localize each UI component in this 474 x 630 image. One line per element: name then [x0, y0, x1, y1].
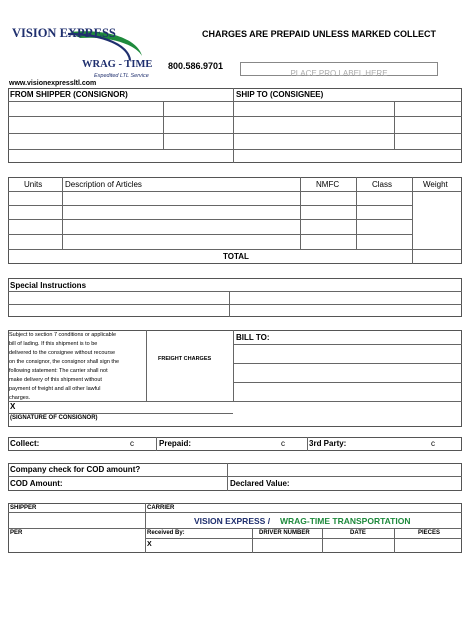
carrier-name-a: VISION EXPRESS / — [194, 516, 271, 526]
prepaid-notice: CHARGES ARE PREPAID UNLESS MARKED COLLECT — [202, 29, 437, 39]
phone-number: 800.586.9701 — [168, 61, 224, 71]
logo-tagline: Expedited LTL Service — [94, 73, 149, 79]
total-label: TOTAL — [223, 252, 249, 261]
col-weight: Weight — [423, 180, 448, 189]
company-check-label: Company check for COD amount? — [10, 465, 141, 474]
shipper-footer-label: SHIPPER — [10, 505, 37, 511]
signature-x: X — [10, 402, 16, 411]
third-party-checkbox[interactable]: c — [431, 439, 435, 448]
freight-charges-label: FREIGHT CHARGES — [158, 356, 212, 362]
signature-label: (SIGNATURE OF CONSIGNOR) — [10, 415, 98, 421]
pro-label-text: PLACE PRO LABEL HERE — [290, 69, 388, 78]
driver-number-label: DRIVER NUMBER — [259, 530, 310, 536]
company-logo — [10, 20, 153, 82]
col-units: Units — [24, 180, 43, 189]
declared-value-label: Declared Value: — [230, 479, 290, 488]
prepaid-checkbox[interactable]: c — [281, 439, 285, 448]
payment-row — [8, 437, 462, 451]
per-label: PER — [10, 530, 23, 536]
pro-label-box — [240, 62, 438, 76]
prepaid-label: Prepaid: — [159, 439, 192, 448]
ship-to-label: SHIP TO (CONSIGNEE) — [236, 90, 324, 99]
signature-field[interactable] — [20, 402, 230, 412]
collect-label: Collect: — [10, 439, 40, 448]
collect-checkbox[interactable]: c — [130, 439, 134, 448]
received-by-label: Received By: — [147, 530, 185, 536]
shipper-name-field[interactable] — [10, 102, 160, 115]
col-description: Description of Articles — [65, 180, 142, 189]
from-shipper-label: FROM SHIPPER (CONSIGNOR) — [10, 90, 128, 99]
carrier-label: CARRIER — [147, 505, 175, 511]
col-nmfc: NMFC — [316, 180, 340, 189]
col-class: Class — [372, 180, 393, 189]
website: www.visionexpressltl.com — [9, 80, 97, 87]
pieces-label: PIECES — [418, 530, 441, 536]
logo-name-top: VISION EXPRESS — [12, 26, 116, 40]
received-by-x: X — [147, 541, 152, 548]
special-instructions-label: Special Instructions — [10, 281, 87, 290]
cod-amount-label: COD Amount: — [10, 479, 63, 488]
bill-to-label: BILL TO: — [236, 333, 270, 342]
consignee-name-field[interactable] — [236, 102, 391, 115]
date-label: DATE — [350, 530, 366, 536]
carrier-name-b: WRAG-TIME TRANSPORTATION — [280, 516, 411, 526]
terms-text: Subject to section 7 conditions or applicable bill of lading. If this shipment is to be delivered to the consignee without recourse on the consignor, the consignor shall sign the following statement: The carrier shall not make delivery of this shipment without payment of freight and all other lawful charges. — [9, 332, 120, 401]
logo-name-bottom: WRAG - TIME — [82, 59, 153, 70]
third-party-label: 3rd Party: — [309, 439, 347, 448]
